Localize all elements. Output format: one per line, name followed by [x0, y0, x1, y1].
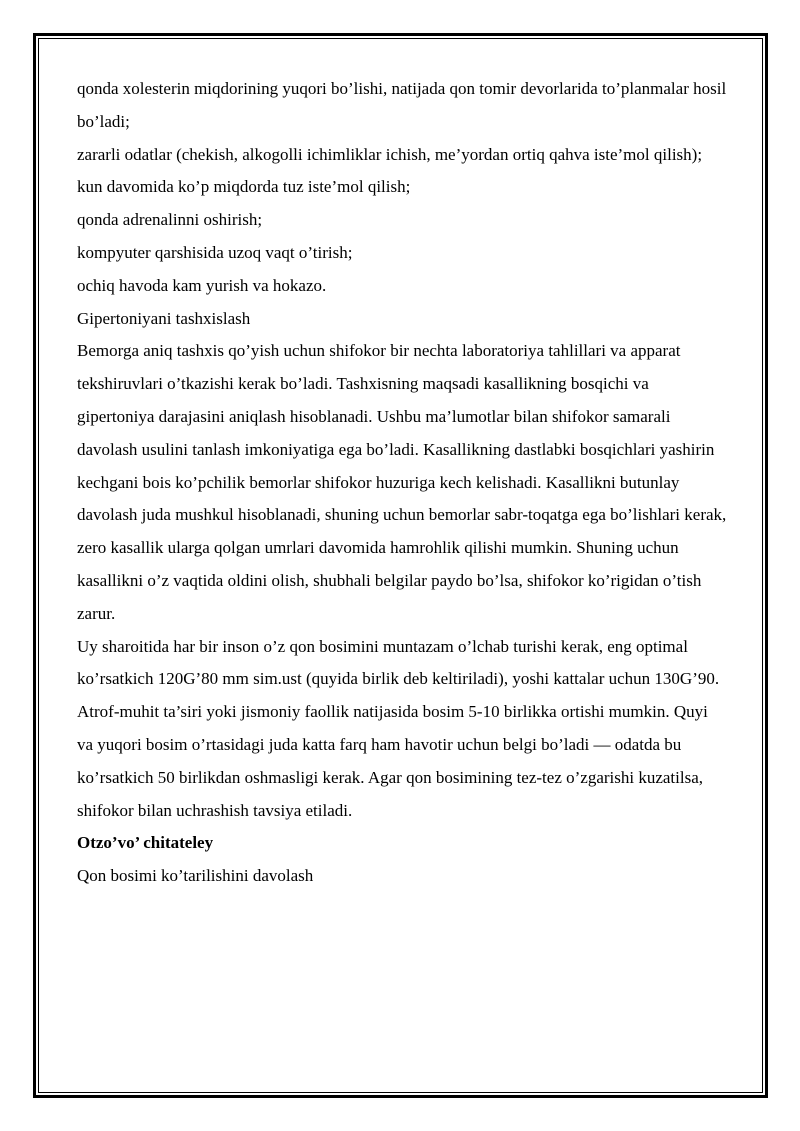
list-item-bad-habits: zararli odatlar (chekish, alkogolli ichimliklar ichish, me’yordan ortiq qahva iste’mol qilish);: [77, 144, 703, 164]
list-item-cholesterol: qonda xolesterin miqdorining yuqori bo’lishi, natijada qon tomir devorlarida to’planmalar hosil bo’ladi;: [77, 79, 727, 131]
list-item-computer: kompyuter qarshisida uzoq vaqt o’tirish;: [77, 242, 353, 262]
document-body: [77, 73, 727, 893]
list-item-outdoors: ochiq havoda kam yurish va hokazo.: [77, 275, 327, 295]
section-heading-diagnosis: Gipertoniyani tashxislash: [77, 308, 251, 328]
paragraph-home-monitoring: Uy sharoitida har bir inson o’z qon bosimini muntazam o’lchab turishi kerak, eng optimal ko’rsatkich 120G’80 mm sim.ust (quyida birlik deb keltiriladi), yoshi kattalar uchun 130G’90. Atrof-muhit ta’siri yoki jismoniy faollik natijasida bosim 5-10 birlikka ortishi mumkin. Quyi va yuqori bosim o’rtasidagi juda katta farq ham havotir uchun belgi bo’ladi — odatda bu ko’rsatkich 50 birlikdan oshmasligi kerak. Agar qon bosimining tez-tez o’zgarishi kuzatilsa, shifokor bilan uchrashish tavsiya etiladi.: [77, 636, 720, 820]
paragraph-diagnosis: Bemorga aniq tashxis qo’yish uchun shifokor bir nechta laboratoriya tahlillari va apparat tekshiruvlari o’tkazishi kerak bo’ladi. Tashxisning maqsadi kasallikning bosqichi va gipertoniya darajasini aniqlash hisoblanadi. Ushbu ma’lumotlar bilan shifokor samarali davolash usulini tanlash imkoniyatiga ega bo’ladi. Kasallikning dastlabki bosqichlari yashirin kechgani bois ko’pchilik bemorlar shifokor huzuriga kech kelishadi. Kasallikni butunlay davolash juda mushkul hisoblanadi, shuning uchun bemorlar sabr-toqatga ega bo’lishlari kerak, zero kasallik ularga qolgan umrlari davomida hamrohlik qilishi mumkin. Shuning uchun kasallikni o’z vaqtida oldini olish, shubhali belgilar paydo bo’lsa, shifokor ko’rigidan o’tish zarur.: [77, 341, 727, 623]
section-heading-reviews: Otzo’vo’ chitateley: [77, 833, 214, 853]
list-item-salt: kun davomida ko’p miqdorda tuz iste’mol qilish;: [77, 177, 411, 197]
section-heading-treatment: Qon bosimi ko’tarilishini davolash: [77, 866, 314, 886]
list-item-adrenaline: qonda adrenalinni oshirish;: [77, 210, 263, 230]
